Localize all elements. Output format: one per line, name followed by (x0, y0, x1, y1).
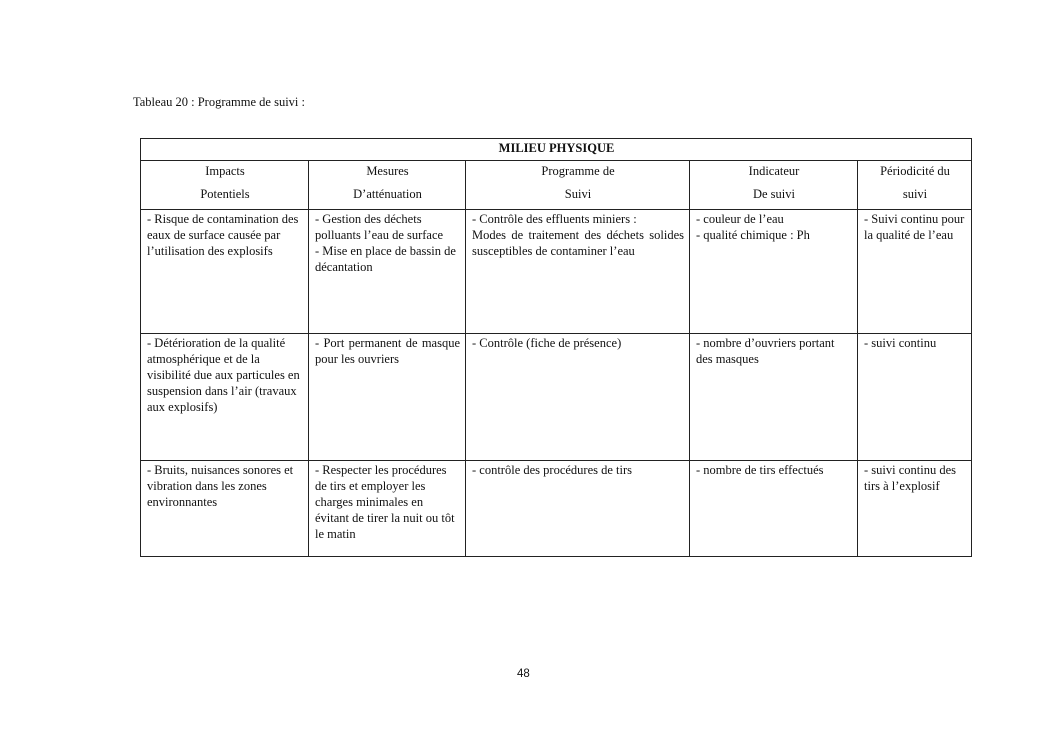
column-header-line: Indicateur (748, 164, 800, 178)
cell-programme: - Contrôle (fiche de présence) (466, 334, 690, 461)
cell-mesures (309, 210, 466, 334)
cell-indicateur: - nombre de tirs effectués (690, 461, 858, 557)
cell-impacts: - Risque de contamination des eaux de surface causée par l’utilisation des explosifs (141, 210, 309, 334)
section-header-row (141, 139, 972, 161)
cell-line: - Gestion des déchets polluants l’eau de surface (315, 212, 444, 242)
cell-line: - couleur de l’eau (696, 212, 784, 226)
column-header-line: Mesures (366, 164, 409, 178)
cell-indicateur (690, 210, 858, 334)
column-header-line: Périodicité du (880, 164, 950, 178)
table-row (141, 334, 972, 461)
cell-mesures: - Port permanent de masque pour les ouvriers (309, 334, 466, 461)
cell-programme (466, 210, 690, 334)
cell-periodicite: - suivi continu (858, 334, 972, 461)
column-header-line: suivi (902, 187, 928, 201)
table-caption: Tableau 20 : Programme de suivi : (133, 95, 306, 109)
cell-line: - Mise en place de bassin de décantation (315, 244, 456, 274)
column-header-line: Impacts (205, 164, 245, 178)
column-header-line: Suivi (564, 187, 592, 201)
cell-line: - Contrôle des effluents miniers : (472, 212, 637, 226)
cell-periodicite: - suivi continu des tirs à l’explosif (858, 461, 972, 557)
cell-line: - qualité chimique : Ph (696, 228, 810, 242)
section-title: MILIEU PHYSIQUE (141, 139, 972, 161)
column-header-periodicite (858, 161, 972, 210)
column-header-indicateur (690, 161, 858, 210)
column-header-line: D’atténuation (353, 187, 422, 201)
cell-line: Modes de traitement des déchets solides susceptibles de contaminer l’eau (472, 228, 684, 258)
cell-indicateur: - nombre d’ouvriers portant des masques (690, 334, 858, 461)
cell-impacts: - Détérioration de la qualité atmosphérique et de la visibilité due aux particules en suspension dans l’air (travaux aux explosifs) (141, 334, 309, 461)
table-row (141, 461, 972, 557)
monitoring-table (140, 138, 972, 557)
cell-impacts: - Bruits, nuisances sonores et vibration dans les zones environnantes (141, 461, 309, 557)
table-row (141, 210, 972, 334)
column-header-line: Programme de (541, 164, 615, 178)
cell-periodicite: - Suivi continu pour la qualité de l’eau (858, 210, 972, 334)
column-header-programme (466, 161, 690, 210)
cell-programme: - contrôle des procédures de tirs (466, 461, 690, 557)
column-header-mesures (309, 161, 466, 210)
column-header-line: Potentiels (200, 187, 250, 201)
page-number: 48 (517, 668, 530, 680)
cell-mesures: - Respecter les procédures de tirs et employer les charges minimales en évitant de tirer la nuit ou tôt le matin (309, 461, 466, 557)
column-header-row (141, 161, 972, 210)
column-header-line: De suivi (752, 187, 795, 201)
column-header-impacts (141, 161, 309, 210)
